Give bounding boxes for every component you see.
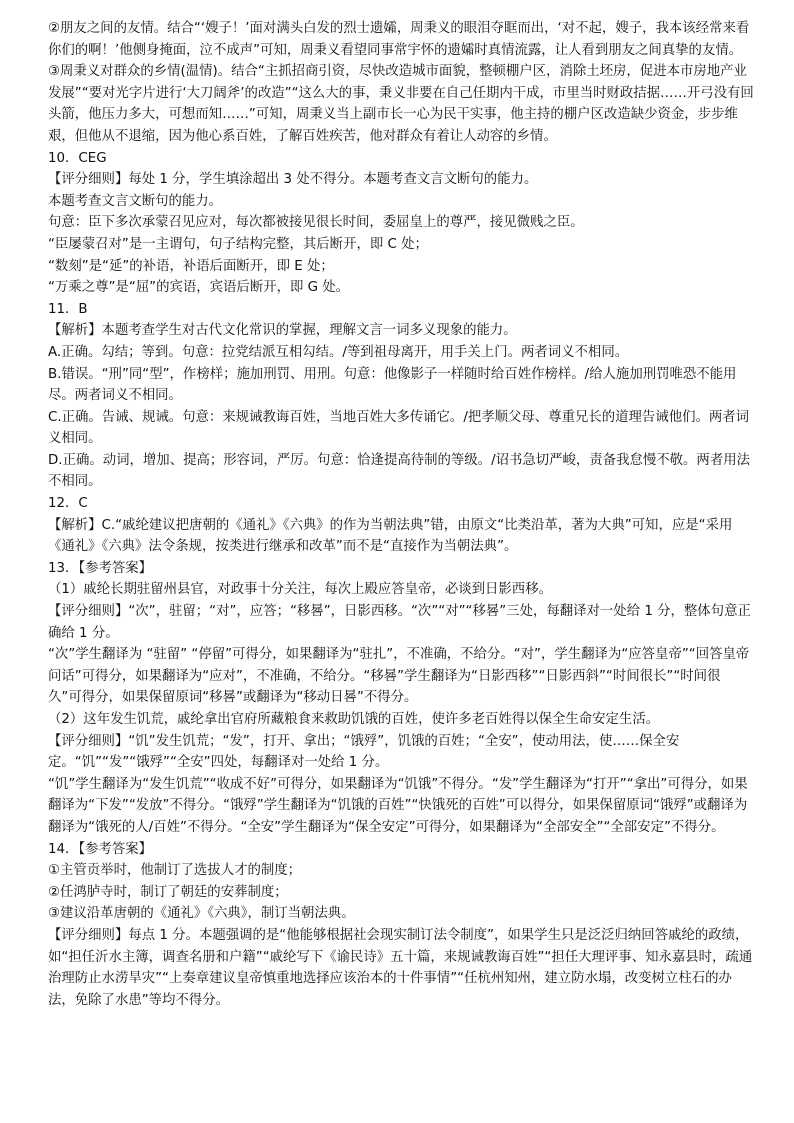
q13-translation-1: （1）戚纶长期驻留州县官，对政事十分关注，每次上殿应答皇帝，必谈到日影西移。 bbox=[48, 582, 552, 598]
question-12-answer: 12．C bbox=[48, 496, 88, 512]
q13-scoring-2: 【评分细则】“饥”发生饥荒；“发”，打开、拿出；“饿殍”，饥饿的百姓；“全安”，使动用法，使……保全安定。“饥”“发”“饿殍”“全安”四处，每翻译对一处给 1 分。 bbox=[48, 733, 680, 771]
question-13-heading: 13．【参考答案】 bbox=[48, 560, 153, 576]
q14-point-2: ②任鸿胪寺时，制订了朝廷的安葬制度； bbox=[48, 884, 288, 900]
q13-scoring-1-details: “次”学生翻译为 “驻留” “停留”可得分，如果翻译为“驻扎”，不准确，不给分。“对”，学生翻译为“应答皇帝”“回答皇帝问话”可得分，如果翻译为“应对”，不准确，不给分。“移晷”学生翻译为“日影西移”“日影西斜”“时间很长”“时间很久”可得分，如果保留原词“移晷”或翻译为“移动日晷”不得分。 bbox=[48, 647, 750, 706]
q11-analysis: 【解析】本题考查学生对古代文化常识的掌握，理解文言一词多义现象的能力。 bbox=[48, 323, 517, 339]
q12-analysis: 【解析】C.“戚纶建议把唐朝的《通礼》《六典》的作为当朝法典”错，由原文“比类沿革，著为大典”可知，应是“采用《通礼》《六典》法令条规，按类进行继承和改革”而不是“直接作为当朝法典”。 bbox=[48, 517, 733, 555]
q11-option-d: D.正确。动词，增加、提高；形容词，严厉。句意：恰逢提高待制的等级。/诏书急切严峻，责备我怠慢不敬。两者用法不相同。 bbox=[48, 452, 750, 490]
answer-point-hometown-feeling: ③周秉义对群众的乡情(温情)。结合“主抓招商引资，尽快改造城市面貌，整顿棚户区，消除土坯房，促进本市房地产业发展”“要对光字片进行‘大刀阔斧’的改造”“这么大的事，秉义非要在自己任期内干成，市里当时财政拮据……开弓没有回头箭，他压力多大，可想而知……”可知，周秉义当上副市长一心为民干实事，他主持的棚户区改造缺少资金，步步维艰，但他从不退缩，因为他心系百姓，了解百姓疾苦，他对群众有着让人动容的乡情。 bbox=[48, 64, 754, 144]
q14-point-1: ①主管贡举时，他制订了选拔人才的制度； bbox=[48, 863, 302, 879]
q11-option-b: B.错误。“刑”同“型”，作榜样；施加刑罚、用刑。句意：他像影子一样随时给百姓作榜样。/给人施加刑罚唯恐不能用尽。两者词义不相同。 bbox=[48, 366, 737, 404]
q11-option-c: C.正确。告诫、规诫。句意：来规诫教诲百姓，当地百姓大多传诵它。/把孝顺父母、尊重兄长的道理告诫他们。两者词义相同。 bbox=[48, 409, 750, 447]
question-14-heading: 14．【参考答案】 bbox=[48, 841, 153, 857]
question-10-answer: 10．CEG bbox=[48, 150, 107, 166]
q10-scoring-rules: 【评分细则】每处 1 分，学生填涂超出 3 处不得分。本题考查文言文断句的能力。 bbox=[48, 172, 538, 188]
q13-translation-2: （2）这年发生饥荒，戚纶拿出官府所藏粮食来救助饥饿的百姓，使许多老百姓得以保全生命安定生活。 bbox=[48, 712, 660, 727]
answer-point-friendship: ②朋友之间的友情。结合“‘嫂子！’面对满头白发的烈士遗孀，周秉义的眼泪夺眶而出，‘对不起，嫂子，我本该经常来看你们的啊！’他侧身掩面，泣不成声”可知，周秉义看望同事常宇怀的遗孀时真情流露，让人看到朋友之间真挚的友情。 bbox=[48, 21, 750, 58]
q11-option-a: A.正确。勾结；等到。句意：拉党结派互相勾结。/等到祖母离开，用手关上门。两者词义不相同。 bbox=[48, 344, 629, 360]
q10-break-g: “万乘之尊”是“屈”的宾语，宾语后断开，即 G 处。 bbox=[48, 280, 350, 296]
q10-skill-note: 本题考查文言文断句的能力。 bbox=[48, 193, 223, 209]
q10-break-e: “数刻”是“延”的补语，补语后面断开，即 E 处； bbox=[48, 258, 334, 274]
q14-scoring-rules: 【评分细则】每点 1 分。本题强调的是“他能够根据社会现实制订法令制度”，如果学生只是泛泛归纳回答戚纶的政绩，如“担任沂水主簿，调查名册和户籍”“戚纶写下《谕民诗》五十篇，来规诫教诲百姓”“担任大理评事、知永嘉县时，疏通治理防止水涝旱灾”“上奏章建议皇帝慎重地选择应该治本的十件事情”“任杭州知州，建立防水塌，改变树立柱石的办法，免除了水患”等均不得分。 bbox=[48, 927, 753, 1008]
q10-sentence-meaning: 句意：臣下多次承蒙召见应对，每次都被接见很长时间，委屈皇上的尊严，接见微贱之臣。 bbox=[48, 215, 584, 231]
question-11-answer: 11．B bbox=[48, 301, 88, 317]
q13-scoring-2-details: “饥”学生翻译为“发生饥荒”“收成不好”可得分，如果翻译为“饥饿”不得分。“发”学生翻译为“打开”“拿出”可得分，如果翻译为“下发”“发放”不得分。“饿殍”学生翻译为“饥饿的百姓”“快饿死的百姓”可以得分，如果保留原词“饿殍”或翻译为翻译为“饿死的人/百姓”不得分。“全安”学生翻译为“保全安定”可得分，如果翻译为“全部安全”“全部安定”不得分。 bbox=[48, 776, 748, 835]
q10-break-c: “臣屡蒙召对”是一主谓句，句子结构完整，其后断开，即 C 处； bbox=[48, 236, 428, 252]
q14-point-3: ③建议沿革唐朝的《通礼》《六典》，制订当朝法典。 bbox=[48, 906, 355, 922]
q13-scoring-1: 【评分细则】“次”，驻留；“对”，应答；“移晷”，日影西移。“次”“对”“移晷”三处，每翻译对一处给 1 分，整体句意正确给 1 分。 bbox=[48, 604, 751, 641]
